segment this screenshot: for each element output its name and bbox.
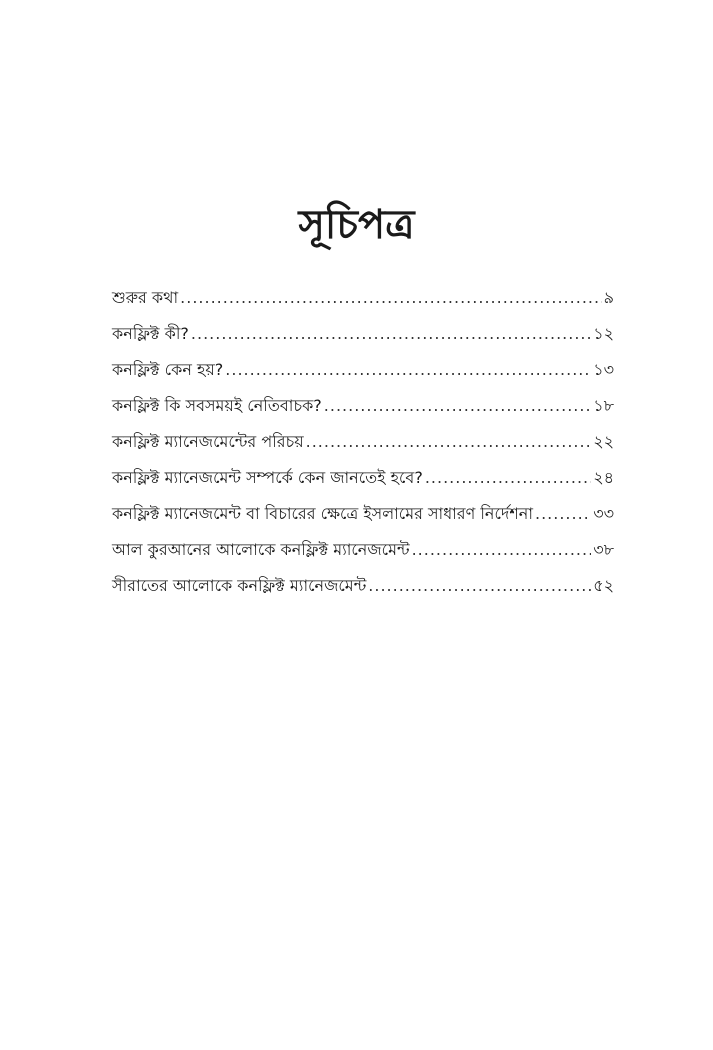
toc-page-number: ২২ xyxy=(593,432,614,451)
toc-page-number: ৩৩ xyxy=(593,504,614,523)
dot-leader xyxy=(535,496,591,532)
dot-leader xyxy=(225,352,591,388)
toc-entry-title: কনফ্লিক্ট কি সবসময়ই নেতিবাচক? xyxy=(112,396,322,415)
dot-leader xyxy=(191,316,591,352)
dot-leader xyxy=(368,568,591,604)
toc-entry xyxy=(112,424,614,460)
toc-page-number: ৯ xyxy=(603,288,614,307)
toc-entry-title: কনফ্লিক্ট ম্যানেজমেন্টের পরিচয় xyxy=(112,432,304,451)
dot-leader xyxy=(425,460,591,496)
toc-entry-title: কনফ্লিক্ট ম্যানেজমেন্ট সম্পর্কে কেন জানতেই হবে? xyxy=(112,468,423,487)
toc-entry xyxy=(112,496,614,532)
toc-entry xyxy=(112,352,614,388)
toc-page-number: ১৩ xyxy=(593,360,614,379)
toc-page-number: ১৮ xyxy=(593,396,614,415)
toc-entry-title: কনফ্লিক্ট ম্যানেজমেন্ট বা বিচারের ক্ষেত্রে ইসলামের সাধারণ নির্দেশনা xyxy=(112,504,533,523)
toc-page-number: ২৪ xyxy=(593,468,614,487)
toc-entry xyxy=(112,280,614,316)
toc-entry xyxy=(112,532,614,568)
toc-entry xyxy=(112,388,614,424)
table-of-contents xyxy=(112,280,614,604)
toc-entry xyxy=(112,568,614,604)
dot-leader xyxy=(180,280,601,316)
toc-page-number: ১২ xyxy=(593,324,614,343)
toc-entry-title: সীরাতের আলোকে কনফ্লিক্ট ম্যানেজমেন্ট xyxy=(112,576,367,595)
toc-entry-title: কনফ্লিক্ট কেন হয়? xyxy=(112,360,224,379)
toc-entry-title: আল কুরআনের আলোকে কনফ্লিক্ট ম্যানেজমেন্ট xyxy=(112,540,410,559)
toc-entry-title: শুরুর কথা xyxy=(112,288,179,307)
toc-page-number: ৫২ xyxy=(593,576,614,595)
toc-entry-title: কনফ্লিক্ট কী? xyxy=(112,324,189,343)
toc-entry xyxy=(112,460,614,496)
dot-leader xyxy=(306,424,592,460)
toc-page-number: ৩৮ xyxy=(593,540,614,559)
dot-leader xyxy=(412,532,592,568)
page-title: সূচিপত্র xyxy=(298,201,415,248)
toc-entry xyxy=(112,316,614,352)
dot-leader xyxy=(324,388,591,424)
